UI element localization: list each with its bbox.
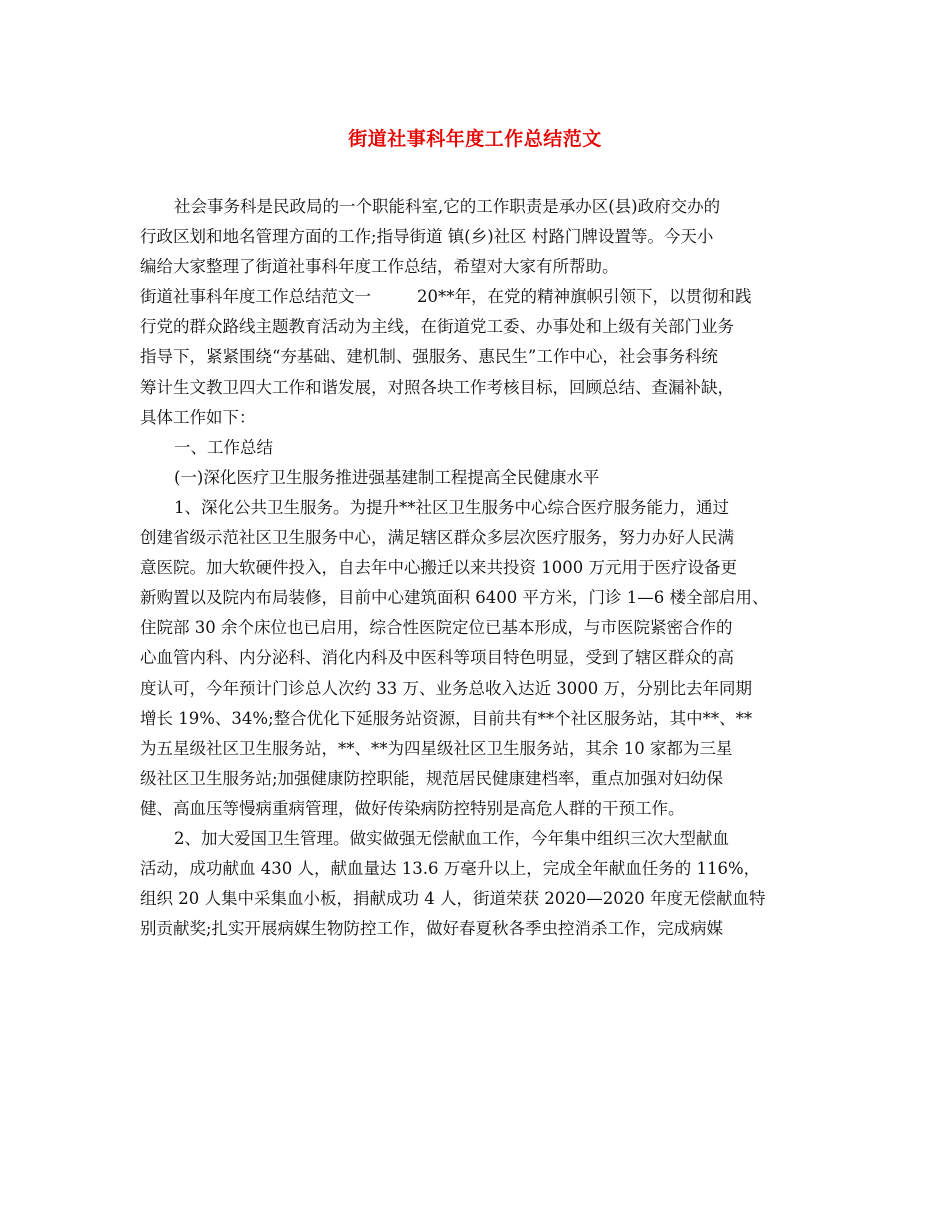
- paragraph-line: 为五星级社区卫生服务站，**、**为四星级社区卫生服务站，其余 10 家都为三星: [140, 738, 733, 758]
- paragraph-line: 别贡献奖;扎实开展病媒生物防控工作，做好春夏秋各季虫控消杀工作，完成病媒: [140, 919, 724, 939]
- paragraph-line: 住院部 30 余个床位也已启用，综合性医院定位已基本形成，与市医院紧密合作的: [140, 618, 733, 638]
- paragraph-line: 健、高血压等慢病重病管理，做好传染病防控特别是高危人群的干预工作。: [140, 798, 685, 818]
- paragraph-line: 增长 19%、34%;整合优化下延服务站资源，目前共有**个社区服务站，其中**、**: [140, 708, 753, 728]
- document-body: [140, 192, 820, 944]
- paragraph-line: 级社区卫生服务站;加强健康防控职能，规范居民健康建档率，重点加强对妇幼保: [140, 768, 724, 788]
- paragraph-line: 指导下，紧紧围绕“夯基础、建机制、强服务、惠民生”工作中心，社会事务科统: [140, 347, 718, 367]
- paragraph-line: 度认可，今年预计门诊总人次约 33 万、业务总收入达近 3000 万，分别比去年同期: [140, 678, 752, 698]
- paragraph-line: 编给大家整理了街道社事科年度工作总结，希望对大家有所帮助。: [140, 257, 619, 277]
- paragraph-line: 创建省级示范社区卫生服务中心，满足辖区群众多层次医疗服务，努力办好人民满: [140, 528, 734, 548]
- paragraph-line: 行党的群众路线主题教育活动为主线，在街道党工委、办事处和上级有关部门业务: [140, 317, 734, 337]
- paragraph-line: 具体工作如下：: [140, 407, 256, 427]
- section-heading: 一、工作总结: [174, 437, 273, 457]
- paragraph-line: [140, 282, 820, 312]
- subsection-heading: (一)深化医疗卫生服务推进强基建制工程提高全民健康水平: [174, 467, 600, 487]
- document-title: 街道社事科年度工作总结范文: [348, 128, 602, 150]
- paragraph-line: 行政区划和地名管理方面的工作;指导街道 镇(乡)社区 村路门牌设置等。今天小: [140, 227, 714, 247]
- paragraph-line: 筹计生文教卫四大工作和谐发展，对照各块工作考核目标，回顾总结、查漏补缺，: [140, 377, 734, 397]
- paragraph-line: 新购置以及院内布局装修，目前中心建筑面积 6400 平方米，门诊 1—6 楼全部启用、: [140, 588, 769, 608]
- paragraph-line: 心血管内科、内分泌科、消化内科及中医科等项目特色明显，受到了辖区群众的高: [140, 648, 734, 668]
- paragraph-line: 活动，成功献血 430 人，献血量达 13.6 万毫升以上，完成全年献血任务的 116%，: [140, 859, 761, 879]
- paragraph-line: 2、加大爱国卫生管理。做实做强无偿献血工作，今年集中组织三次大型献血: [174, 828, 729, 848]
- paragraph-line: 意医院。加大软硬件投入，自去年中心搬迁以来共投资 1000 万元用于医疗设备更: [140, 558, 737, 578]
- paragraph-line: 社会事务科是民政局的一个职能科室,它的工作职责是承办区(县)政府交办的: [174, 197, 721, 216]
- paragraph-line: 1、深化公共卫生服务。为提升**社区卫生服务中心综合医疗服务能力，通过: [174, 497, 729, 517]
- paragraph-text: 20**年，在党的精神旗帜引领下，以贯彻和践: [417, 287, 752, 307]
- section-heading: 街道社事科年度工作总结范文一: [140, 287, 371, 307]
- paragraph-line: 组织 20 人集中采集血小板，捐献成功 4 人，街道荣获 2020—2020 年度无偿献血特: [140, 889, 766, 909]
